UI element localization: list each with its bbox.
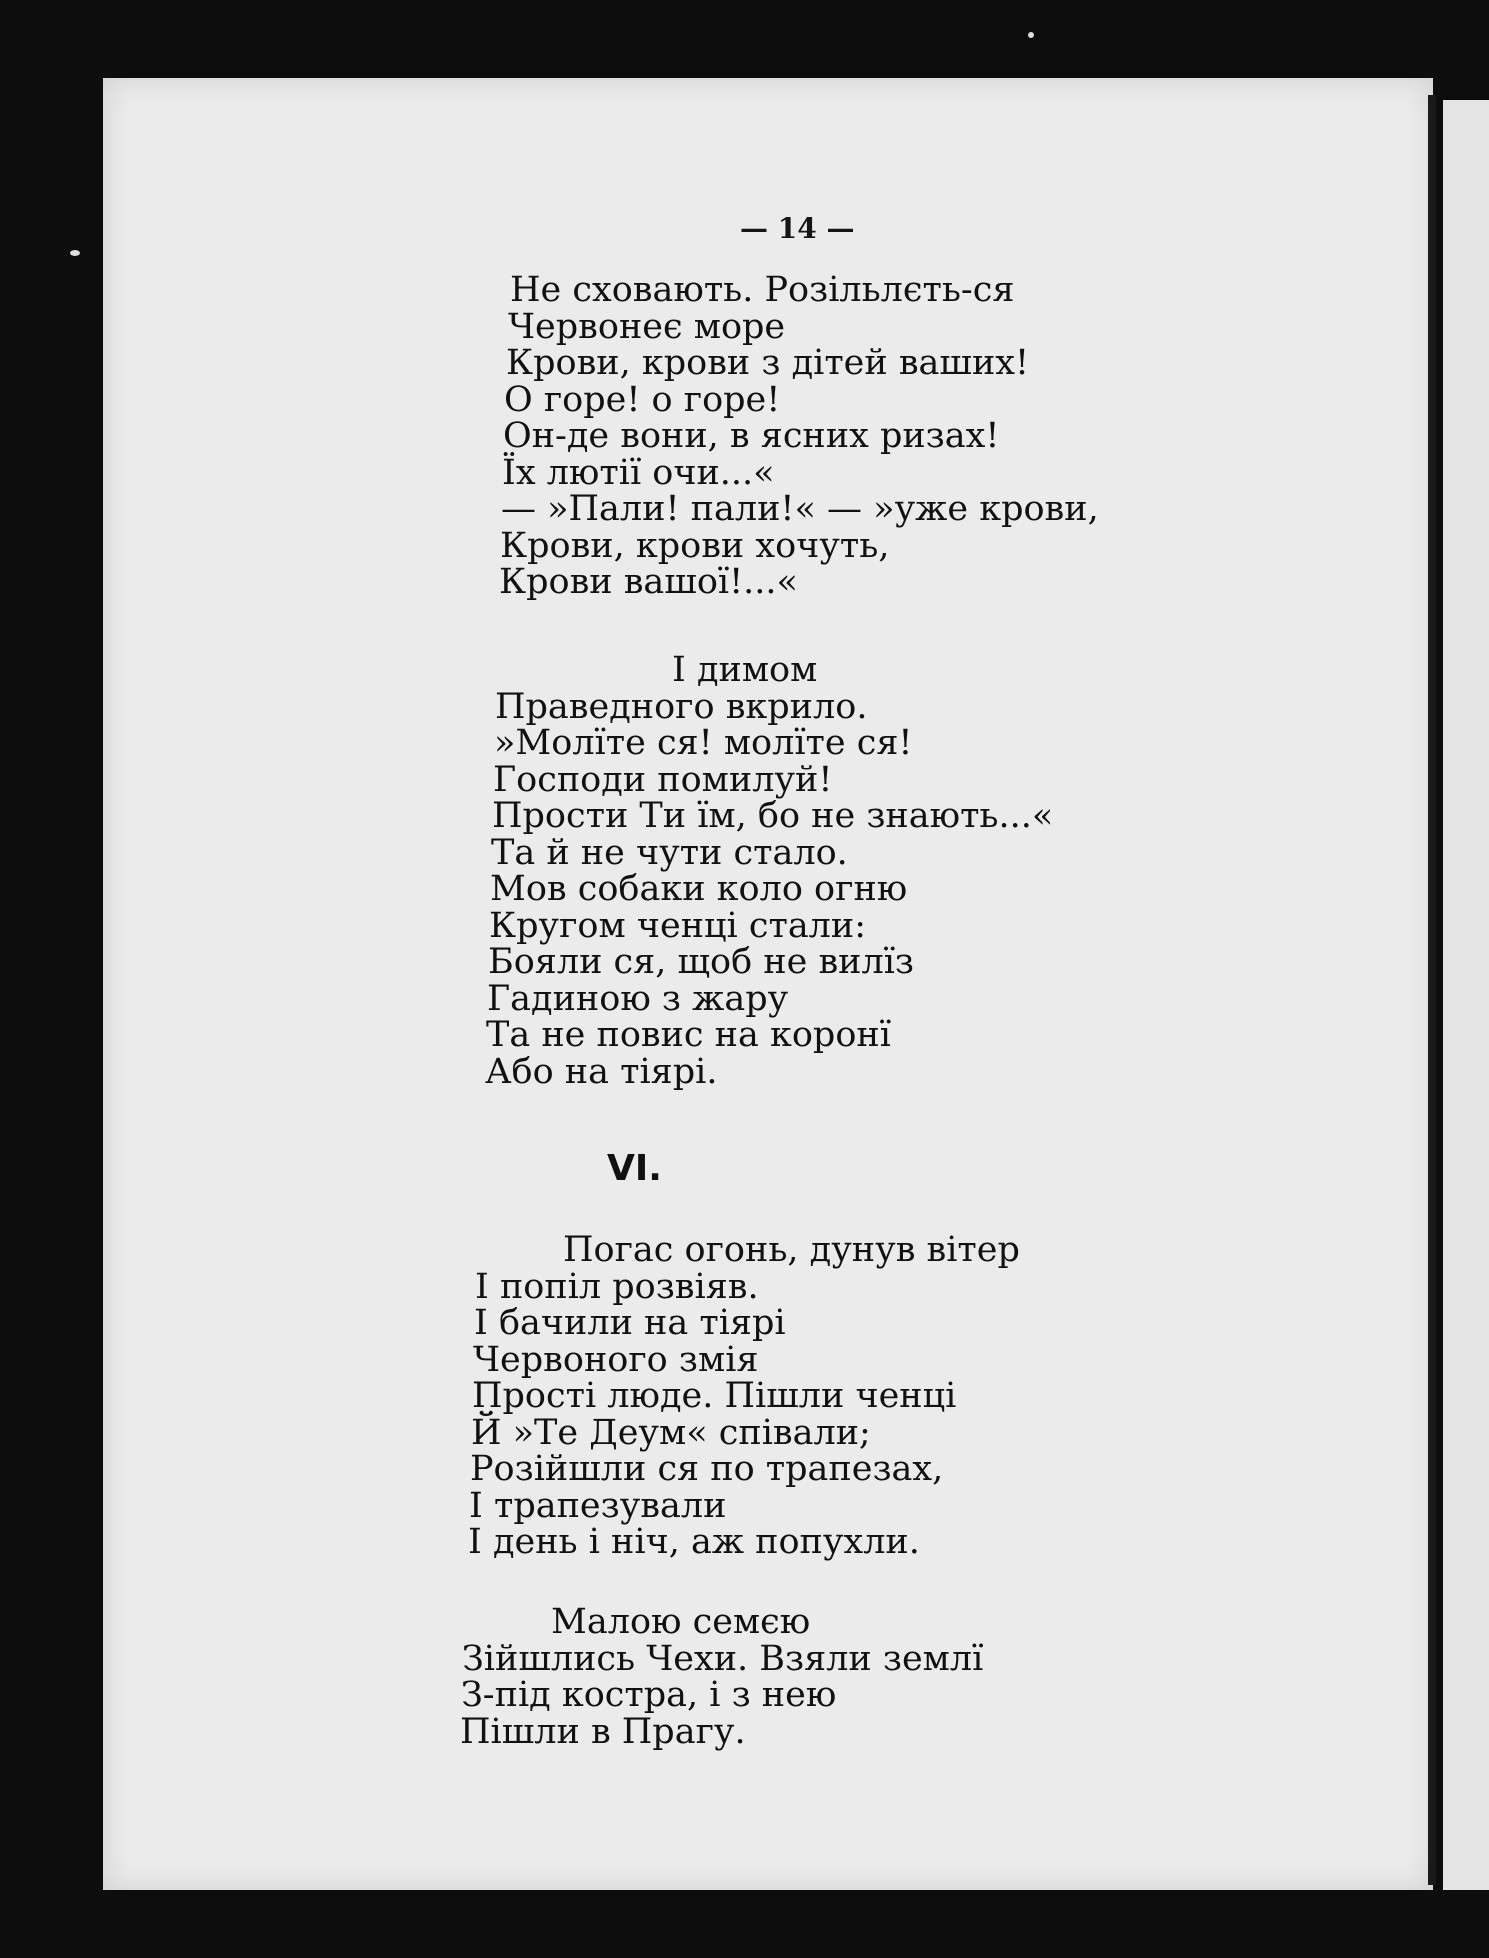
verse-line: Пішли в Прагу. xyxy=(460,1711,746,1752)
page-spine xyxy=(1428,95,1436,1885)
verse-line: Он-де вони, в ясних ризах! xyxy=(503,416,1000,456)
page-number: — 14 — xyxy=(740,212,855,245)
stanza-2 xyxy=(487,652,1053,1090)
verse-line: Прості люде. Пішли ченці xyxy=(472,1376,957,1416)
verse-line: Червонеє море xyxy=(508,306,786,347)
verse-line: І день і ніч, аж попухли. xyxy=(468,1522,920,1562)
dust-speck xyxy=(70,250,80,256)
verse-line: Розійшли ся по трапезах, xyxy=(470,1449,944,1489)
verse-line: Господи помилуй! xyxy=(493,759,833,800)
next-page-edge xyxy=(1443,100,1489,1890)
verse-line: Червоного змія xyxy=(473,1339,759,1380)
verse-line: І трапезували xyxy=(469,1485,727,1526)
verse-line: Крови, крови хочуть, xyxy=(500,525,890,566)
verse-line: Праведного вкрило. xyxy=(495,686,868,727)
verse-line: І попіл розвіяв. xyxy=(475,1266,759,1307)
verse-line: Малою семєю xyxy=(551,1602,811,1642)
verse-line: Бояли ся, щоб не вилїз xyxy=(488,942,915,982)
section-heading: VI. xyxy=(607,1148,662,1189)
stanza-4 xyxy=(460,1604,983,1750)
verse-line: Крови, крови з дітей ваших! xyxy=(506,343,1030,383)
dust-speck xyxy=(1028,32,1034,38)
verse-line: Або на тіярі. xyxy=(485,1051,718,1092)
verse-line: Погас огонь, дунув вітер xyxy=(563,1230,1020,1270)
verse-line: Зійшлись Чехи. Взяли землї xyxy=(462,1638,984,1679)
verse-line: — »Пали! пали!« — »уже крови, xyxy=(501,489,1099,529)
verse-line: »Молїте ся! молїте ся! xyxy=(494,723,913,763)
verse-line: Й »Те Деум« співали; xyxy=(471,1412,871,1453)
verse-line: І бачили на тіярі xyxy=(474,1303,786,1343)
verse-line: О горе! о горе! xyxy=(504,379,781,420)
verse-line: Та не повис на коронї xyxy=(486,1015,891,1055)
verse-line: Мов собаки коло огню xyxy=(490,869,908,909)
verse-line: Не сховають. Розільлєть-ся xyxy=(510,270,1015,310)
verse-line: Гадиною з жару xyxy=(487,978,789,1019)
verse-line: Їх лютії очи...« xyxy=(502,452,775,493)
stanza-1 xyxy=(498,272,1099,601)
verse-line: З-під костра, і з нею xyxy=(461,1675,837,1715)
verse-line: Крови вашої!...« xyxy=(499,562,798,602)
verse-line: Та й не чути стало. xyxy=(491,832,848,873)
stanza-3 xyxy=(468,1232,1020,1561)
verse-line: Кругом ченці стали: xyxy=(489,905,867,946)
verse-line: Прости Ти їм, бо не знають...« xyxy=(492,796,1054,836)
verse-line: І димом xyxy=(672,650,818,690)
